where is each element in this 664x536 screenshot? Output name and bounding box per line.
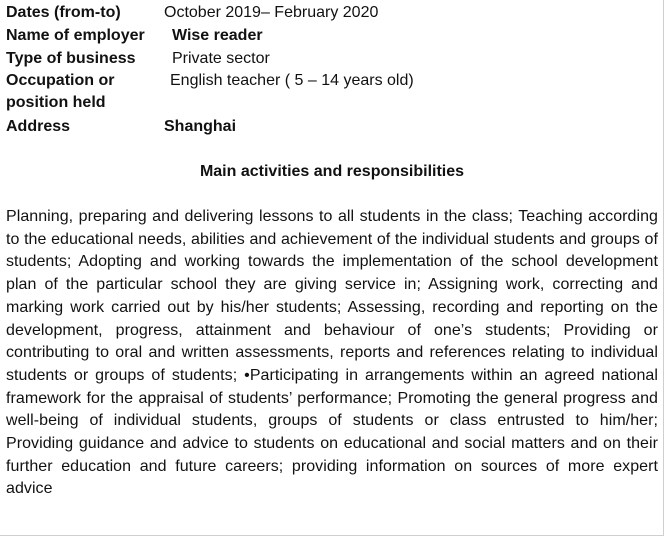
occupation-label-line1: Occupation or xyxy=(6,72,115,89)
business-type-value: Private sector xyxy=(172,50,270,67)
section-heading: Main activities and responsibilities xyxy=(199,163,465,180)
address-value: Shanghai xyxy=(164,118,237,135)
employer-value: Wise reader xyxy=(172,27,263,44)
occupation-value: English teacher ( 5 – 14 years old) xyxy=(170,72,414,89)
dates-value: October 2019– February 2020 xyxy=(164,4,379,21)
address-label: Address xyxy=(6,118,71,135)
employer-label: Name of employer xyxy=(6,27,145,44)
occupation-label-line2: position held xyxy=(6,94,106,111)
responsibilities-paragraph: Planning, preparing and delivering lessons to all students in the class; Teaching according to the educational needs, abilities and achievement of the individual students and groups of students; Adopting and working towards the implementation of the school development plan of the particular school they are giving service in; Assigning work, correcting and marking work carried out by his/her students; Assessing, recording and reporting on the development, progress, attainment and behaviour of one’s students; Providing or contributing to oral and written assessments, reports and references relating to individual students or groups of students; •Participating in arrangements within an agreed national framework for the appraisal of students’ performance; Promoting the general progress and well-being of individual students, groups of students or class entrusted to him/her; Providing guidance and advice to students on educational and social matters and on their further education and future careers; providing information on sources of more expert advice xyxy=(6,208,658,498)
dates-label: Dates (from-to) xyxy=(6,4,121,21)
business-type-label: Type of business xyxy=(6,50,136,67)
